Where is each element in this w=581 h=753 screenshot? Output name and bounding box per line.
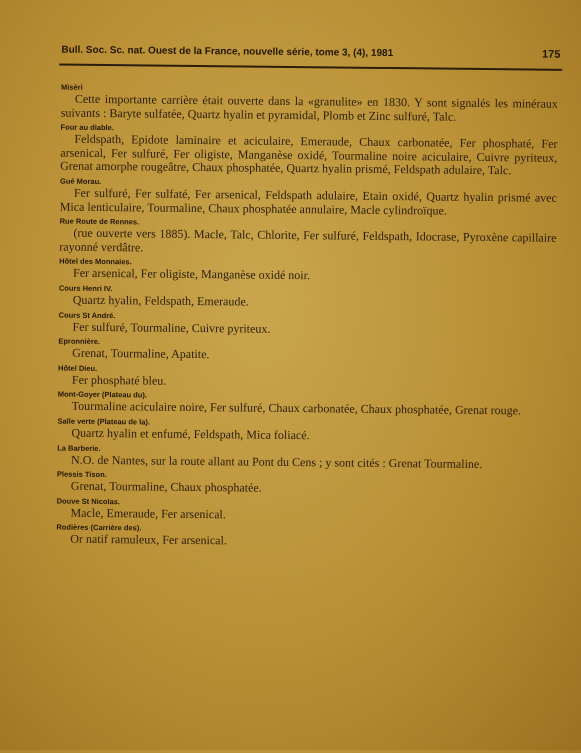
list-item [59, 257, 556, 286]
locality-name: Rodières (Carrière des). [56, 522, 142, 533]
list-item [61, 83, 558, 125]
locality-name: Gué Morau. [59, 176, 102, 186]
mineral-list: Or natif ramuleux, Fer arsenical. [70, 531, 227, 548]
mineral-list: Feldspath, Epidote laminaire et aciculaire, Emeraude, Chaux carbonatée, Fer phosphaté, Fer arsenical, Fer sulfuré, Fer oligiste, Manganèse oxidé, Tourmaline noire aciculaire, Cuivre pyriteux, Grenat amorphe rougeâtre, Chaux phosphatée, Quartz hyalin prismé, Feldspath adulaire, Talc. [60, 131, 558, 178]
list-item [59, 217, 556, 259]
locality-name: Douve St Nicolas. [56, 496, 121, 506]
journal-citation: Bull. Soc. Sc. nat. Ouest de la France, nouvelle série, tome 3, (4), 1981 [61, 44, 394, 60]
locality-name: Cours Henri IV. [58, 283, 113, 294]
locality-name: Cours St André. [58, 310, 116, 320]
mineral-list: (rue ouverte vers 1885). Macle, Talc, Chlorite, Fer sulfuré, Feldspath, Idocrase, Pyroxène capillaire rayonné verdâtre. [59, 225, 557, 255]
mineral-list: Grenat, Tourmaline, Apatite. [72, 345, 210, 362]
page-number: 175 [541, 48, 561, 61]
locality-name: Rue Route de Rennes. [59, 216, 140, 227]
locality-name: Plessis Tison. [56, 469, 107, 480]
mineral-list: Cette importante carrière était ouverte dans la «granulite» en 1830. Y sont signalés les minéraux suivants : Baryte sulfatée, Quartz hyalin et pyramidal, Plomb et Zinc sulfuré, Talc. [60, 91, 558, 124]
list-item [58, 363, 555, 392]
locality-name: Mont-Goyer (Plateau du). [57, 389, 147, 400]
list-item [58, 390, 555, 419]
locality-name: Misèri [60, 82, 83, 92]
list-item [57, 470, 554, 499]
list-item [57, 416, 554, 445]
mineral-list: Grenat, Tourmaline, Chaux phosphatée. [70, 478, 262, 495]
list-item [58, 337, 555, 366]
mineral-list: Fer arsenical, Fer oligiste, Manganèse oxidé noir. [72, 266, 311, 283]
locality-name: Hôtel des Monnaies. [59, 256, 132, 267]
locality-name: Hôtel Dieu. [58, 363, 98, 373]
locality-list [56, 80, 558, 552]
list-item [59, 284, 556, 313]
running-header [61, 44, 560, 61]
locality-name: Epronnière. [58, 336, 101, 347]
mineral-list: Fer sulfuré, Tourmaline, Cuivre pyriteux. [72, 319, 271, 336]
list-item [56, 496, 553, 525]
header-rule [59, 64, 562, 71]
locality-name: Four au diable. [60, 122, 114, 133]
mineral-list: Quartz hyalin, Feldspath, Emeraude. [72, 292, 249, 309]
mineral-list: Quartz hyalin et enfumé, Feldspath, Mica foliacé. [71, 425, 310, 443]
locality-name: Salle verte (Plateau de la). [57, 416, 151, 427]
list-item [56, 523, 553, 552]
mineral-list: Fer phosphaté bleu. [71, 372, 167, 388]
mineral-list: Fer sulfuré, Fer sulfaté, Fer arsenical, Feldspath adulaire, Etain oxidé, Quartz hyalin prismé avec Mica lenticulaire, Tourmaline, Chaux phosphatée annulaire, Macle cylindroïque. [59, 185, 557, 218]
mineral-list: N.O. de Nantes, sur la route allant au Pont du Cens ; y sont cités : Grenat Tourmaline. [71, 452, 483, 471]
list-item [58, 310, 555, 339]
list-item [60, 123, 558, 179]
mineral-list: Macle, Emeraude, Fer arsenical. [70, 505, 226, 522]
mineral-list: Tourmaline aciculaire noire, Fer sulfuré, Chaux carbonatée, Chaux phosphatée, Grenat rouge. [71, 399, 522, 418]
locality-name: La Barberie. [57, 443, 101, 453]
list-item [57, 443, 554, 472]
list-item [60, 177, 557, 219]
